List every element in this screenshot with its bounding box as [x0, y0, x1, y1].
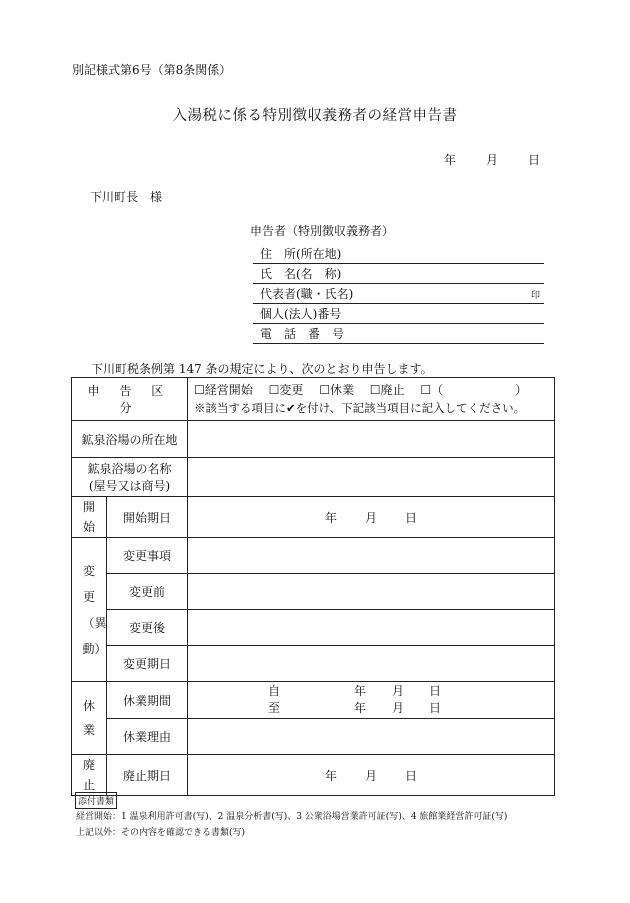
option-suspend-checkbox[interactable]: ☐休業: [319, 383, 354, 397]
date-year-unit: 年: [444, 153, 457, 167]
name-field[interactable]: [253, 263, 544, 284]
after-change-label: 変更後: [107, 610, 188, 646]
change-date-row: [72, 646, 555, 682]
suspension-period-input[interactable]: 自 年 月 日 至 年 月 日: [188, 682, 555, 719]
before-change-input[interactable]: [188, 574, 555, 610]
start-date-label: 開始期日: [107, 497, 188, 538]
change-date-input[interactable]: [188, 646, 555, 682]
after-change-row: [72, 610, 555, 646]
other-attachments-note: 上記以外：その内容を確認できる書類(写): [76, 828, 246, 838]
closure-date-input[interactable]: 年 月 日: [188, 755, 555, 796]
change-item-row: [72, 538, 555, 574]
suspension-period-label: 休業期間: [107, 682, 188, 719]
suspension-group-label: 休業: [72, 682, 107, 755]
start-date-input[interactable]: 年 月 日: [188, 497, 555, 538]
change-date-label: 変更期日: [107, 646, 188, 682]
addressee: 下川町長 様: [90, 190, 163, 204]
facility-name-row: [72, 458, 555, 497]
representative-field[interactable]: [253, 283, 544, 304]
form-reference: 別記様式第6号（第8条関係）: [72, 63, 232, 77]
submission-date: [444, 151, 540, 168]
option-change-checkbox[interactable]: ☐変更: [268, 383, 304, 397]
address-field[interactable]: [253, 243, 544, 264]
change-item-input[interactable]: [188, 538, 555, 574]
category-label: 申 告 区 分: [87, 384, 172, 415]
location-label: 鉱泉浴場の所在地: [72, 421, 188, 458]
phone-label: 電 話 番 号: [260, 327, 345, 341]
individual-number-field[interactable]: [253, 303, 544, 324]
before-change-row: [72, 574, 555, 610]
location-row: [72, 421, 555, 458]
option-other-checkbox[interactable]: ☐（ ）: [420, 383, 528, 397]
facility-name-input[interactable]: [188, 458, 555, 497]
before-change-label: 変更前: [107, 574, 188, 610]
intro-statement: 下川町税条例第 147 条の規定により、次のとおり申告します。: [91, 362, 433, 376]
category-row: [72, 378, 555, 421]
date-month-unit: 月: [486, 153, 499, 167]
date-day-unit: 日: [528, 153, 541, 167]
facility-name-label: 鉱泉浴場の名称: [87, 462, 172, 476]
start-group-label: 開始: [72, 497, 107, 538]
option-close-checkbox[interactable]: ☐廃止: [369, 383, 405, 397]
document-title: 入湯税に係る特別徴収義務者の経営申告書: [172, 108, 458, 124]
closure-group-label: 廃止: [72, 755, 107, 796]
suspension-reason-label: 休業理由: [107, 719, 188, 755]
address-label: 住 所(所在地): [260, 247, 342, 261]
after-change-input[interactable]: [188, 610, 555, 646]
suspension-reason-row: [72, 719, 555, 755]
name-label: 氏 名(名 称): [260, 267, 342, 281]
category-label-cell: [72, 378, 188, 421]
closure-row: [72, 755, 555, 796]
category-options-cell: [188, 378, 555, 421]
option-start-checkbox[interactable]: ☐経営開始: [194, 383, 253, 397]
check-instruction: ※該当する項目に✔を付け、下記該当項目に記入してください。: [194, 401, 526, 415]
location-input[interactable]: [188, 421, 555, 458]
from-label: 自: [268, 684, 281, 698]
closure-date-label: 廃止期日: [107, 755, 188, 796]
individual-number-label: 個人(法人)番号: [260, 307, 342, 321]
start-row: [72, 497, 555, 538]
start-attachments-note: 経営開始：1 温泉利用許可書(写)、2 温泉分析書(写)、3 公衆浴場営業許可証(写)、4 旅館業経営許可証(写): [76, 812, 508, 822]
facility-trade-name-label: (屋号又は商号): [88, 479, 171, 493]
change-item-label: 変更事項: [107, 538, 188, 574]
change-group-label: 変更（異動）: [72, 538, 107, 682]
seal-mark: 印: [530, 291, 540, 301]
declaration-table: [71, 377, 555, 796]
suspension-reason-input[interactable]: [188, 719, 555, 755]
representative-label: 代表者(職・氏名): [260, 287, 354, 301]
to-label: 至: [268, 701, 281, 715]
attachments-label: 添付書類: [75, 792, 117, 809]
suspension-period-row: [72, 682, 555, 719]
applicant-heading: 申告者（特別徴収義務者）: [250, 224, 395, 238]
facility-name-label-cell: [72, 458, 188, 497]
phone-field[interactable]: [253, 323, 544, 344]
